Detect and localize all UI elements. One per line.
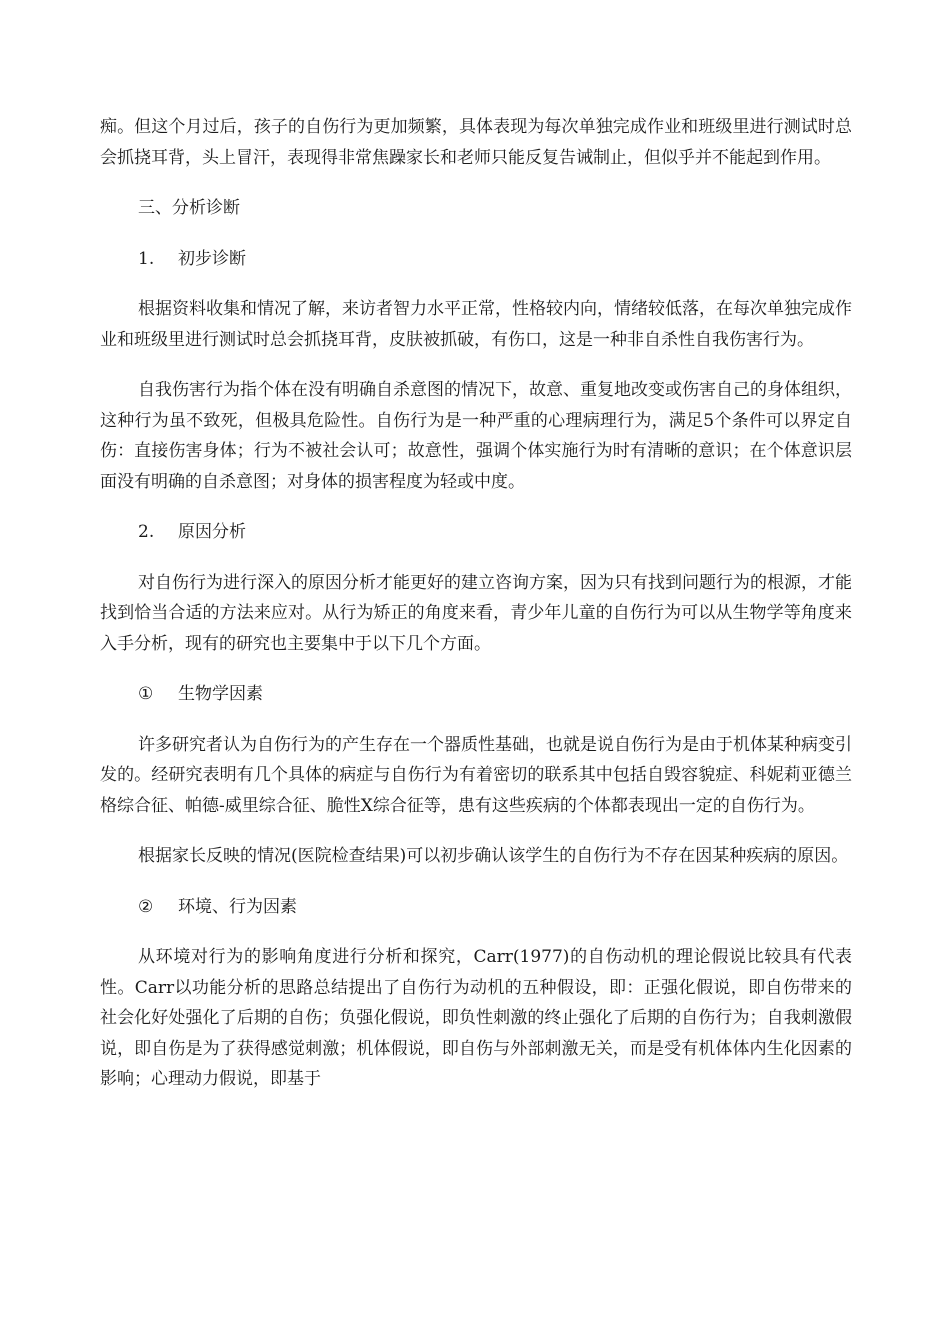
- subheading-number: ②: [138, 896, 154, 917]
- subheading-number: 2.: [138, 522, 155, 542]
- paragraph-medical-check: 根据家长反映的情况(医院检查结果)可以初步确认该学生的自伤行为不存在因某种疾病的原因。: [138, 846, 849, 866]
- subheading-preliminary-diagnosis: [138, 244, 852, 275]
- section-heading-text: 三、分析诊断: [138, 198, 240, 218]
- subheading-number: 1.: [138, 248, 155, 269]
- document-page: [100, 112, 852, 1115]
- subheading-text: 环境、行为因素: [178, 896, 297, 917]
- subheading-text: 原因分析: [178, 522, 246, 542]
- subheading-number: ①: [138, 684, 154, 704]
- subheading-biological-factors: [138, 679, 852, 710]
- paragraph-self-harm-definition: 自我伤害行为指个体在没有明确自杀意图的情况下，故意、重复地改变或伤害自己的身体组织，这种行为虽不致死，但极具危险性。自伤行为是一种严重的心理病理行为，满足5个条件可以界定自伤：直接伤害身体；行为不被社会认可；故意性，强调个体实施行为时有清晰的意识；在个体意识层面没有明确的自杀意图；对身体的损害程度为轻或中度。: [100, 380, 852, 492]
- subheading-text: 初步诊断: [178, 248, 246, 269]
- subheading-cause-analysis: [138, 517, 852, 548]
- paragraph-diagnosis: 根据资料收集和情况了解，来访者智力水平正常，性格较内向，情绪较低落，在每次单独完成作业和班级里进行测试时总会抓挠耳背，皮肤被抓破，有伤口，这是一种非自杀性自我伤害行为。: [100, 299, 852, 350]
- section-heading-analysis: [138, 193, 852, 224]
- paragraph-continuation: 痴。但这个月过后，孩子的自伤行为更加频繁，具体表现为每次单独完成作业和班级里进行测试时总会抓挠耳背，头上冒汗，表现得非常焦躁家长和老师只能反复告诫制止，但似乎并不能起到作用。: [100, 117, 852, 168]
- paragraph-carr-theory: 从环境对行为的影响角度进行分析和探究，Carr(1977)的自伤动机的理论假说比较具有代表性。Carr以功能分析的思路总结提出了自伤行为动机的五种假设，即：正强化假说，即自伤带来的社会化好处强化了后期的自伤；负强化假说，即负性刺激的终止强化了后期的自伤行为；自我刺激假说，即自伤是为了获得感觉刺激；机体假说，即自伤与外部刺激无关，而是受有机体体内生化因素的影响；心理动力假说，即基于: [100, 947, 852, 1089]
- paragraph-biological: 许多研究者认为自伤行为的产生存在一个器质性基础，也就是说自伤行为是由于机体某种病变引发的。经研究表明有几个具体的病症与自伤行为有着密切的联系其中包括自毁容貌症、科妮莉亚德兰格综合征、帕德-威里综合征、脆性X综合征等，患有这些疾病的个体都表现出一定的自伤行为。: [100, 734, 852, 816]
- paragraph-cause-intro: 对自伤行为进行深入的原因分析才能更好的建立咨询方案，因为只有找到问题行为的根源，才能找到恰当合适的方法来应对。从行为矫正的角度来看，青少年儿童的自伤行为可以从生物学等角度来入手分析，现有的研究也主要集中于以下几个方面。: [100, 572, 852, 654]
- subheading-environment-behavior: [138, 892, 852, 923]
- subheading-text: 生物学因素: [178, 684, 263, 704]
